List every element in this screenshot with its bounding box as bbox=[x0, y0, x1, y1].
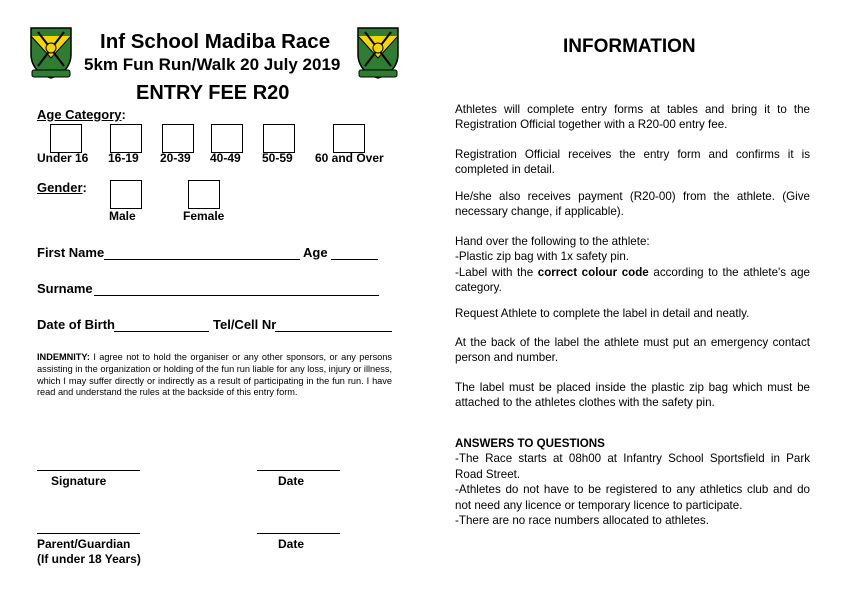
surname-label: Surname bbox=[37, 281, 93, 296]
signature-label: Signature bbox=[51, 474, 107, 488]
information-title: INFORMATION bbox=[563, 36, 696, 57]
dob-field[interactable] bbox=[114, 331, 209, 332]
signature-line[interactable] bbox=[37, 470, 140, 471]
date-line[interactable] bbox=[257, 470, 340, 471]
info-handover: Hand over the following to the athlete: -Plastic zip bag with 1x safety pin. -Label with the correct colour code according to the athlete's age category. bbox=[455, 235, 810, 295]
answer-item: -Athletes do not have to be registered to any athletics club and do not need any licence or temporary licence to participate. bbox=[455, 483, 810, 512]
age-category-option: 50-59 bbox=[262, 151, 293, 165]
age-category-option: 40-49 bbox=[210, 151, 241, 165]
age-checkbox-16-19[interactable] bbox=[110, 124, 142, 153]
age-category-option: Under 16 bbox=[37, 151, 89, 165]
age-category-option: 20-39 bbox=[160, 151, 191, 165]
parent-date-line[interactable] bbox=[257, 533, 340, 534]
answers-section bbox=[455, 436, 810, 528]
info-paragraph: Athletes will complete entry forms at tables and bring it to the Registration Official together with a R20-00 entry fee. bbox=[455, 103, 810, 132]
info-paragraph: At the back of the label the athlete must put an emergency contact person and number. bbox=[455, 336, 810, 365]
age-category-option: 16-19 bbox=[108, 151, 139, 165]
gender-label: Gender: bbox=[37, 180, 87, 195]
dob-label: Date of Birth bbox=[37, 317, 115, 332]
age-field[interactable] bbox=[331, 259, 378, 260]
answer-item: -There are no race numbers allocated to athletes. bbox=[455, 514, 709, 528]
info-paragraph: He/she also receives payment (R20-00) from the athlete. (Give necessary change, if applicable). bbox=[455, 190, 810, 219]
first-name-field[interactable] bbox=[104, 259, 300, 260]
age-checkbox-40-49[interactable] bbox=[211, 124, 243, 153]
date-label: Date bbox=[278, 474, 305, 488]
tel-label: Tel/Cell Nr bbox=[213, 317, 277, 332]
age-category-label: Age Category: bbox=[37, 107, 126, 122]
school-crest-icon bbox=[355, 26, 401, 80]
gender-checkbox-female[interactable] bbox=[188, 180, 220, 209]
first-name-label: First Name bbox=[37, 245, 105, 260]
tel-field[interactable] bbox=[275, 331, 392, 332]
race-subtitle: 5km Fun Run/Walk 20 July 2019 bbox=[84, 55, 341, 74]
indemnity-text: INDEMNITY: I agree not to hold the organiser or any other sponsors, or any persons assisting in the organization or holding of the fun run liable for any loss, injury or illness, which I may suffer directly or indirectly as a result of participating in the fun run. I have read and understand the rules at the backside of this entry form. bbox=[37, 352, 392, 398]
race-title: Inf School Madiba Race bbox=[100, 30, 331, 53]
entry-fee-heading: ENTRY FEE R20 bbox=[136, 82, 290, 104]
answer-item: -The Race starts at 08h00 at Infantry School Sportsfield in Park Road Street. bbox=[455, 452, 810, 481]
school-crest-icon bbox=[28, 26, 74, 80]
parent-label: Parent/Guardian bbox=[37, 537, 131, 551]
gender-option: Male bbox=[109, 209, 136, 223]
gender-option: Female bbox=[183, 209, 225, 223]
surname-field[interactable] bbox=[94, 295, 379, 296]
parent-date-label: Date bbox=[278, 537, 305, 551]
gender-checkbox-male[interactable] bbox=[110, 180, 142, 209]
age-checkbox-20-39[interactable] bbox=[162, 124, 194, 153]
info-paragraph: The label must be placed inside the plastic zip bag which must be attached to the athletes clothes with the safety pin. bbox=[455, 381, 810, 410]
parent-signature-line[interactable] bbox=[37, 533, 140, 534]
parent-note: (If under 18 Years) bbox=[37, 552, 141, 566]
answers-heading: ANSWERS TO QUESTIONS bbox=[455, 437, 605, 450]
age-checkbox-50-59[interactable] bbox=[263, 124, 295, 153]
age-checkbox-60-over[interactable] bbox=[333, 124, 365, 153]
age-category-option: 60 and Over bbox=[315, 151, 384, 165]
info-paragraph: Request Athlete to complete the label in detail and neatly. bbox=[455, 307, 750, 320]
info-paragraph: Registration Official receives the entry form and confirms it is completed in detail. bbox=[455, 148, 810, 177]
age-label: Age bbox=[303, 245, 328, 260]
age-checkbox-under-16[interactable] bbox=[50, 124, 82, 153]
